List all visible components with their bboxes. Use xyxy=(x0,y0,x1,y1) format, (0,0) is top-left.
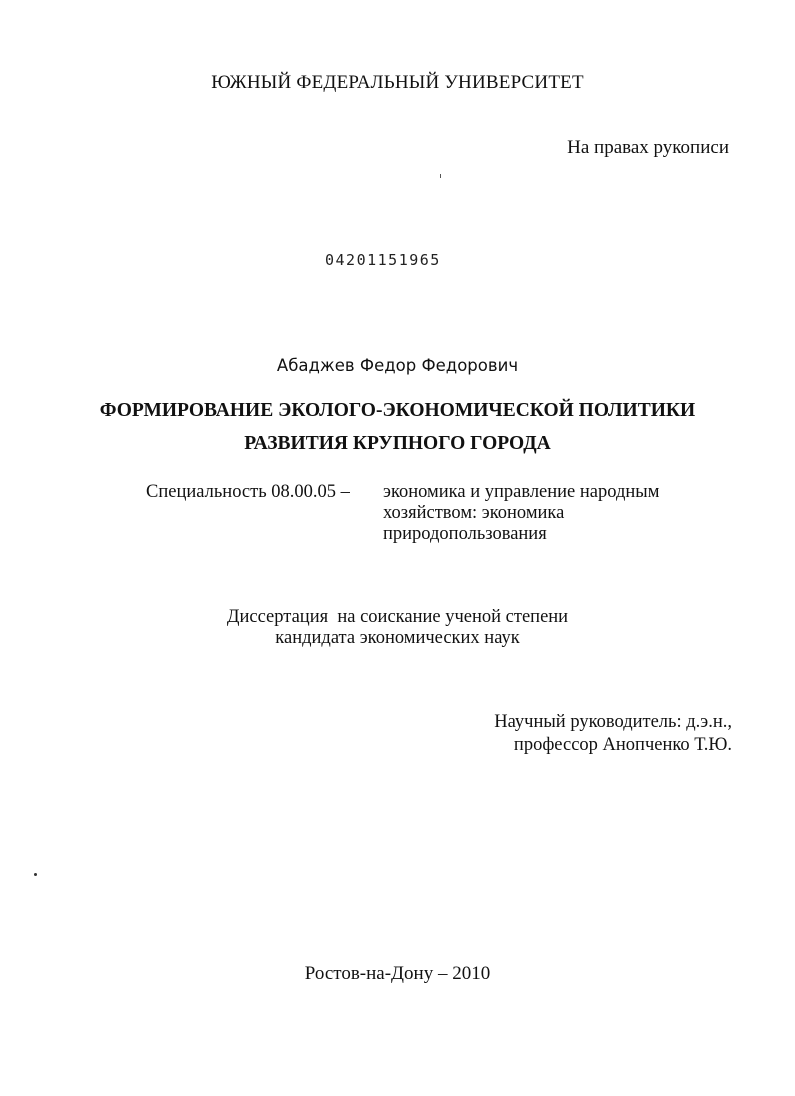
title-line-1: ФОРМИРОВАНИЕ ЭКОЛОГО-ЭКОНОМИЧЕСКОЙ ПОЛИТИКИ xyxy=(99,400,696,421)
city-and-year: Ростов-на-Дону – 2010 xyxy=(304,963,491,984)
scan-artifact-mark xyxy=(440,174,441,178)
university-name: ЮЖНЫЙ ФЕДЕРАЛЬНЫЙ УНИВЕРСИТЕТ xyxy=(211,72,584,93)
scan-artifact-dot xyxy=(34,873,37,876)
specialty-line-3: природопользования xyxy=(383,524,547,544)
degree-statement xyxy=(0,607,795,649)
degree-line-1: Диссертация на соискание ученой степени xyxy=(226,607,569,627)
dissertation-title xyxy=(0,394,795,460)
supervisor-line-2: профессор Анопченко Т.Ю. xyxy=(513,735,732,755)
title-line-2: РАЗВИТИЯ КРУПНОГО ГОРОДА xyxy=(244,433,551,454)
specialty-description xyxy=(383,482,659,545)
supervisor-line-1: Научный руководитель: д.э.н., xyxy=(494,712,732,732)
author-name: Абаджев Федор Федорович xyxy=(276,356,519,375)
specialty-label: Специальность 08.00.05 – xyxy=(146,482,350,502)
specialty-line-2: хозяйством: экономика xyxy=(383,503,565,523)
scientific-supervisor xyxy=(494,711,732,757)
manuscript-note: На правах рукописи xyxy=(567,137,729,158)
specialty-line-1: экономика и управление народным xyxy=(383,482,660,502)
catalog-number-stamp: 04201151965 xyxy=(325,251,441,269)
degree-line-2: кандидата экономических наук xyxy=(275,628,520,648)
